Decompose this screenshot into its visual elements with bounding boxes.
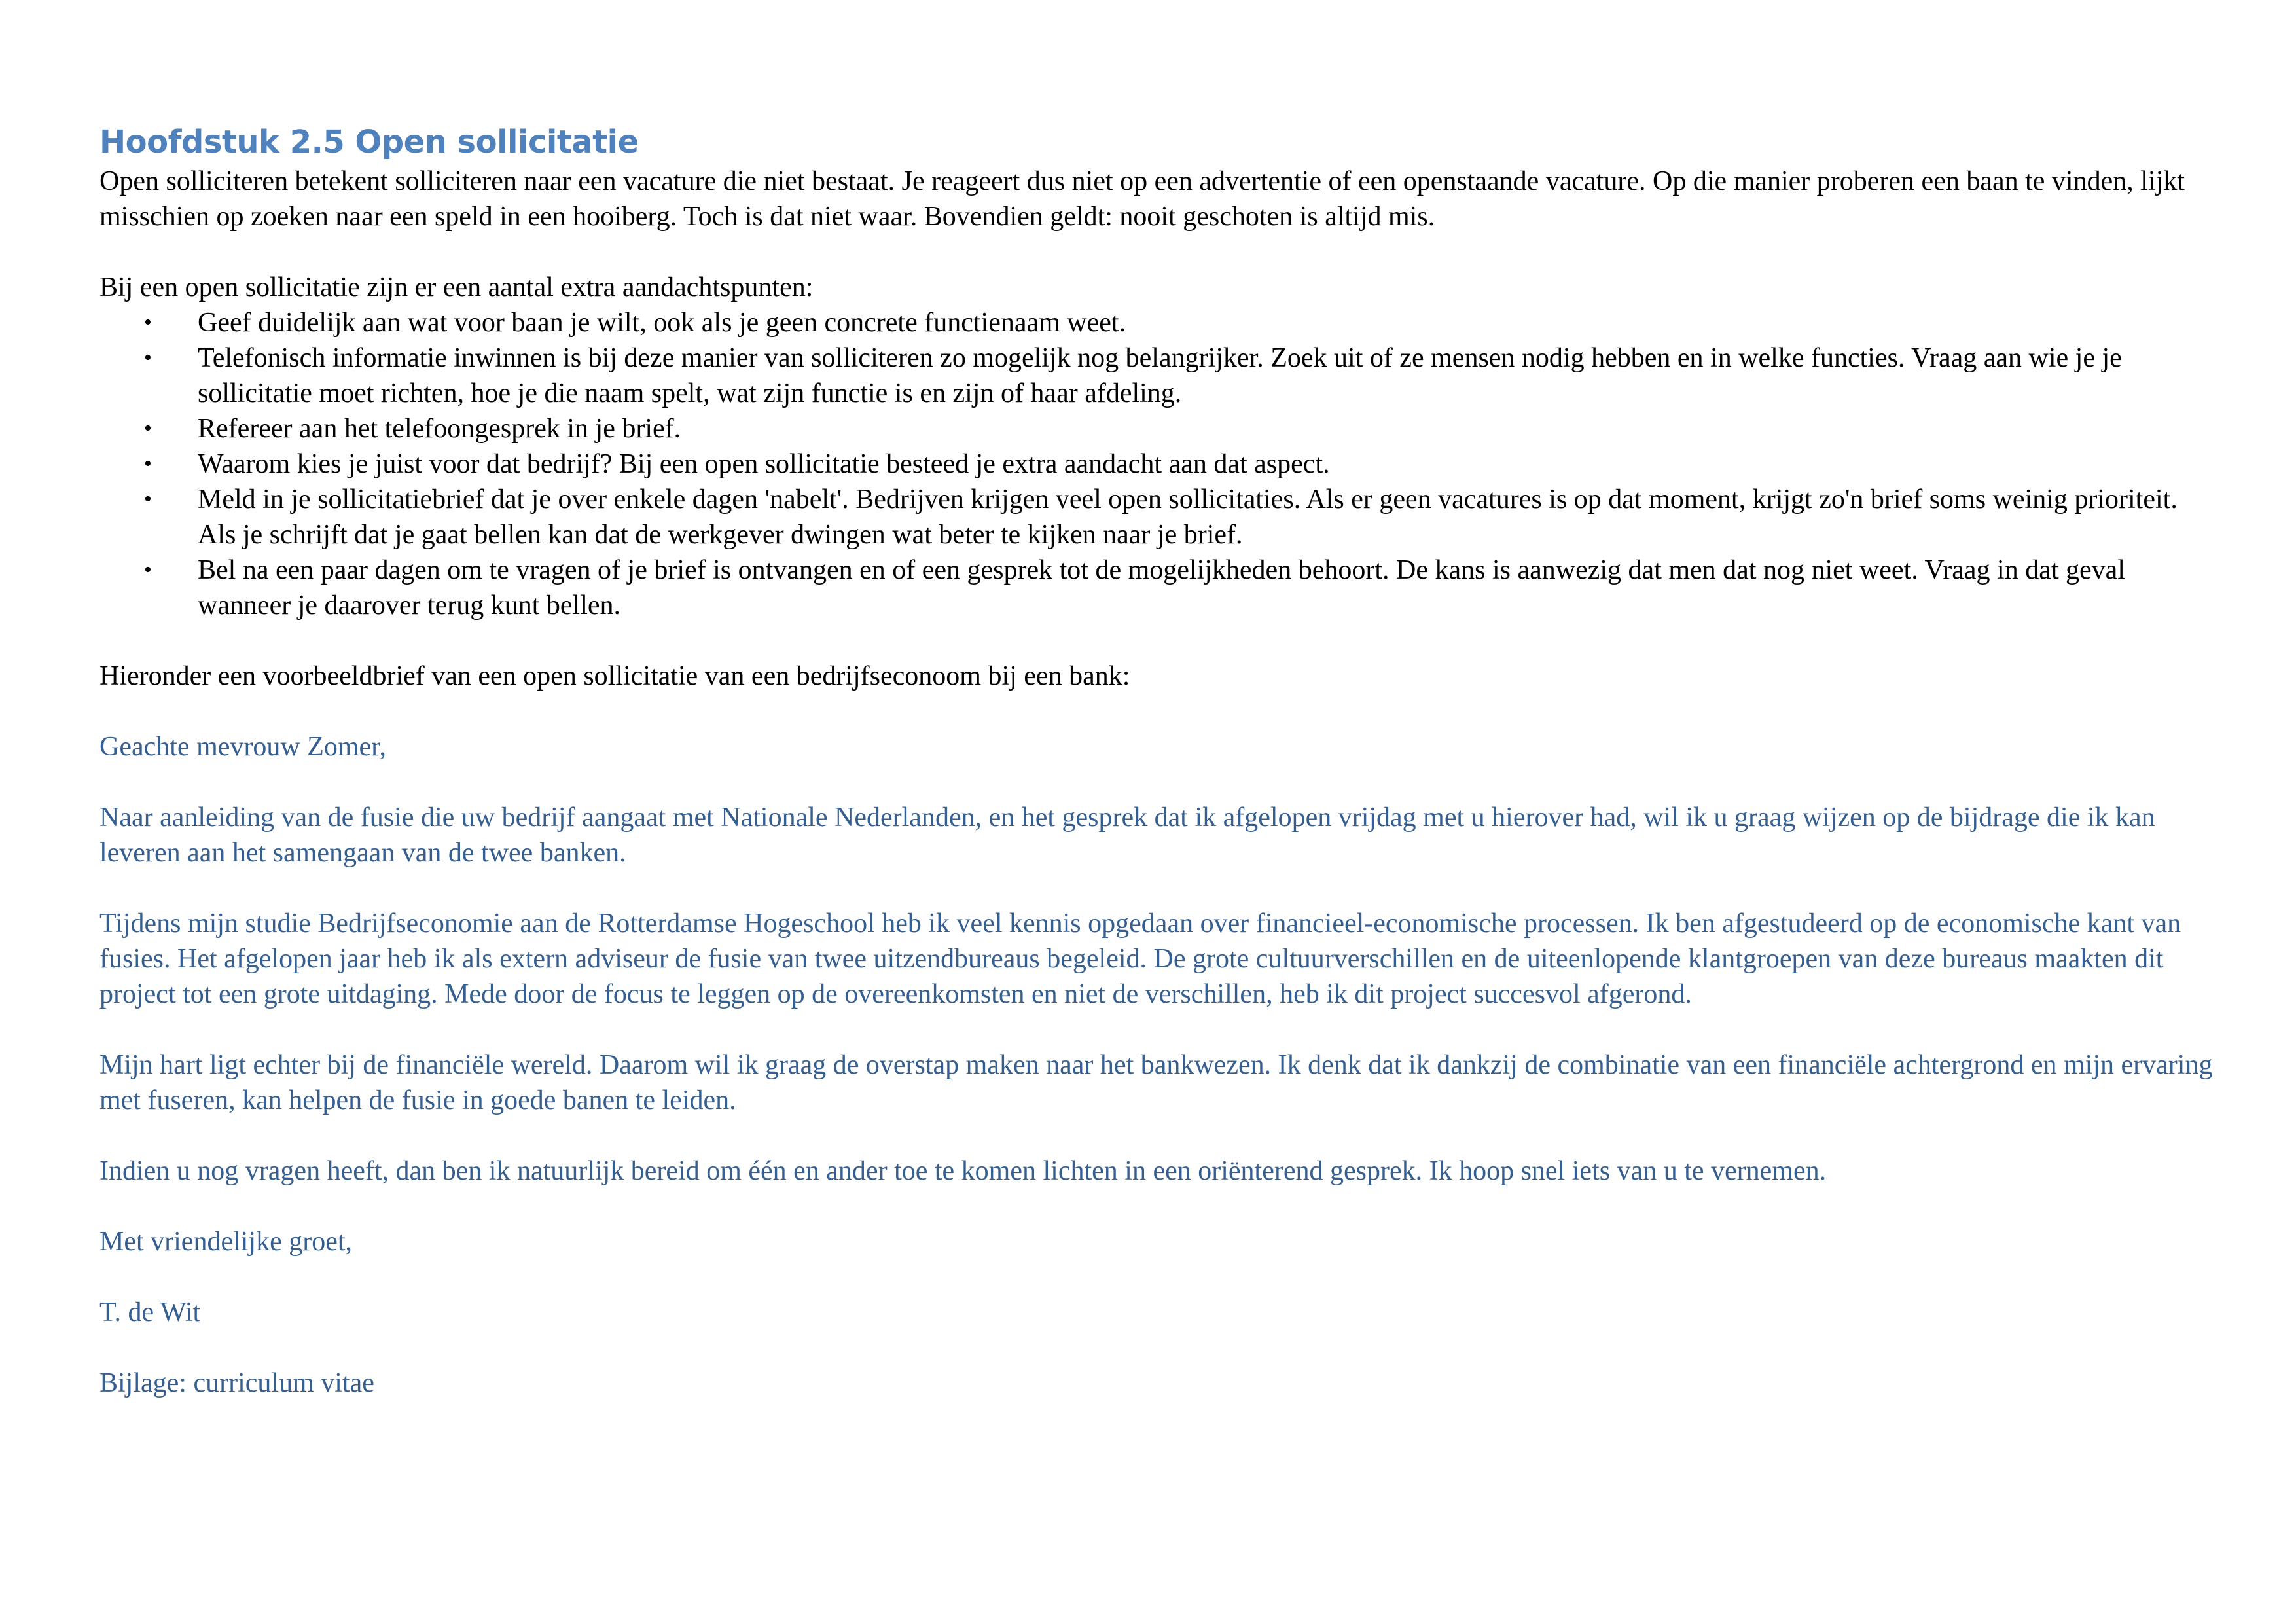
bullet-icon: • (144, 452, 152, 476)
bullet-icon: • (144, 346, 152, 370)
document-page (99, 122, 2214, 1401)
letter-paragraph-2: Tijdens mijn studie Bedrijfseconomie aan de Rotterdamse Hogeschool heb ik veel kennis opgedaan over financieel-economische processen. Ik ben afgestudeerd op de economische kant van fusies. Het afgelopen jaar heb ik als extern adviseur de fusie van twee uitzendbureaus begeleid. De grote cultuurverschillen en de uiteenlopende klantgroepen van deze bureaus maakten dit project tot een grote uitdaging. Mede door de focus te leggen op de overeenkomsten en niet de verschillen, heb ik dit project succesvol afgerond. (99, 909, 2181, 1009)
list-item (99, 411, 2214, 446)
bullet-icon: • (144, 416, 152, 441)
list-item (99, 552, 2214, 623)
intro-paragraph: Open solliciteren betekent solliciteren naar een vacature die niet bestaat. Je reageert dus niet op een advertentie of een openstaande vacature. Op die manier proberen een baan te vinden, lijkt misschien op zoeken naar een speld in een hooiberg. Toch is dat niet waar. Bovendien geldt: nooit geschoten is altijd mis. (99, 166, 2185, 232)
bullet-icon: • (144, 487, 152, 511)
points-intro: Bij een open sollicitatie zijn er een aantal extra aandachtspunten: (99, 272, 814, 302)
list-item-text: Refereer aan het telefoongesprek in je brief. (198, 414, 681, 444)
list-item (99, 340, 2214, 411)
example-intro: Hieronder een voorbeeldbrief van een open sollicitatie van een bedrijfseconoom bij een bank: (99, 661, 1130, 691)
letter-paragraph-3: Mijn hart ligt echter bij de financiële wereld. Daarom wil ik graag de overstap maken naar het bankwezen. Ik denk dat ik dankzij de combinatie van een financiële achtergrond en mijn ervaring met fuseren, kan helpen de fusie in goede banen te leiden. (99, 1050, 2213, 1115)
list-item-text: Meld in je sollicitatiebrief dat je over enkele dagen 'nabelt'. Bedrijven krijgen veel open sollicitaties. Als er geen vacatures is op dat moment, krijgt zo'n brief soms weinig prioriteit. Als je schrijft dat je gaat bellen kan dat de werkgever dwingen wat beter te kijken naar je brief. (198, 484, 2178, 550)
letter-salutation: Geachte mevrouw Zomer, (99, 732, 386, 762)
attention-points-list (99, 305, 2214, 623)
example-letter (99, 729, 2214, 1401)
list-item-text: Telefonisch informatie inwinnen is bij deze manier van solliciteren zo mogelijk nog belangrijker. Zoek uit of ze mensen nodig hebben en in welke functies. Vraag aan wie je je sollicitatie moet richten, hoe je die naam spelt, wat zijn functie is en zijn of haar afdeling. (198, 343, 2122, 408)
list-item-text: Waarom kies je juist voor dat bedrijf? Bij een open sollicitatie besteed je extra aandacht aan dat aspect. (198, 449, 1330, 479)
letter-attachment: Bijlage: curriculum vitae (99, 1368, 374, 1398)
list-item-text: Bel na een paar dagen om te vragen of je brief is ontvangen en of een gesprek tot de mogelijkheden behoort. De kans is aanwezig dat men dat nog niet weet. Vraag in dat geval wanneer je daarover terug kunt bellen. (198, 555, 2125, 621)
letter-signature: T. de Wit (99, 1297, 201, 1327)
bullet-icon: • (144, 558, 152, 582)
chapter-heading: Hoofdstuk 2.5 Open sollicitatie (99, 124, 639, 160)
list-item-text: Geef duidelijk aan wat voor baan je wilt, ook als je geen concrete functienaam weet. (198, 308, 1126, 338)
list-item (99, 482, 2214, 552)
bullet-icon: • (144, 310, 152, 334)
list-item (99, 446, 2214, 482)
letter-paragraph-4: Indien u nog vragen heeft, dan ben ik natuurlijk bereid om één en ander toe te komen lichten in een oriënterend gesprek. Ik hoop snel iets van u te vernemen. (99, 1156, 1827, 1186)
list-item (99, 305, 2214, 340)
letter-closing: Met vriendelijke groet, (99, 1227, 353, 1257)
letter-paragraph-1: Naar aanleiding van de fusie die uw bedrijf aangaat met Nationale Nederlanden, en het gesprek dat ik afgelopen vrijdag met u hierover had, wil ik u graag wijzen op de bijdrage die ik kan leveren aan het samengaan van de twee banken. (99, 803, 2155, 868)
